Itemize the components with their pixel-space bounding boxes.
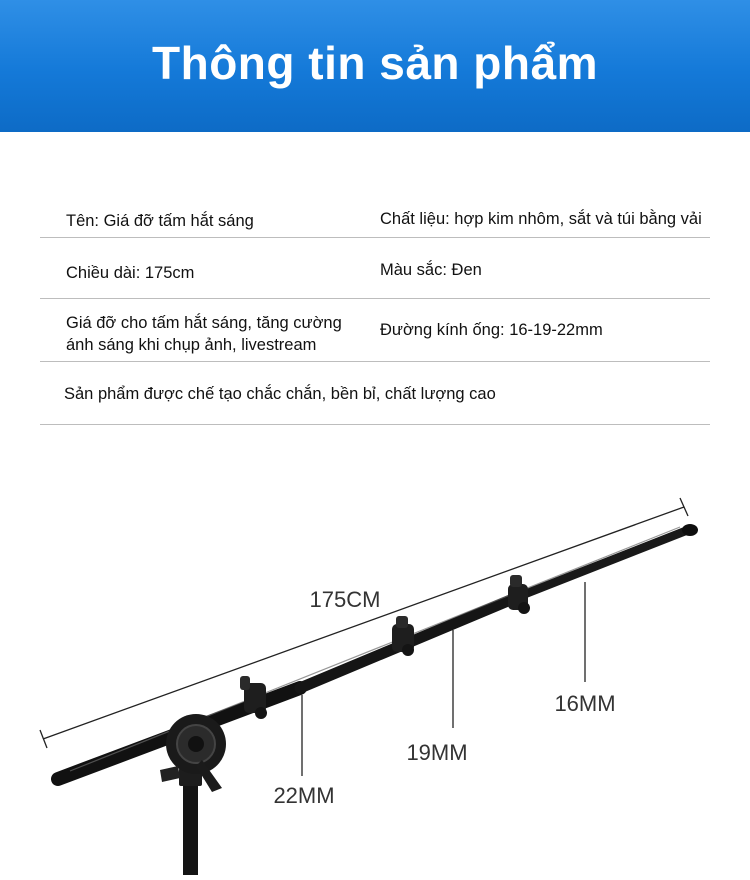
header-banner bbox=[0, 0, 750, 132]
spec-row bbox=[40, 238, 710, 299]
pole-tip-cap bbox=[682, 524, 698, 536]
stand-pole bbox=[183, 780, 198, 875]
spec-material: Chất liệu: hợp kim nhôm, sắt và túi bằng vải bbox=[380, 210, 702, 228]
spec-diameter: Đường kính ống: 16-19-22mm bbox=[380, 321, 603, 339]
dimension-tick-right bbox=[680, 498, 688, 516]
spec-name: Tên: Giá đỡ tấm hắt sáng bbox=[66, 212, 254, 230]
diameter-label-16mm: 16MM bbox=[554, 691, 616, 716]
diameter-label-22mm: 22MM bbox=[273, 783, 335, 808]
length-label: 175CM bbox=[309, 587, 381, 612]
spec-table bbox=[40, 190, 710, 425]
spec-row bbox=[40, 299, 710, 362]
dimension-tick-left bbox=[40, 730, 47, 748]
lock-knob-3 bbox=[508, 575, 530, 614]
boom-clamp-hub bbox=[188, 736, 204, 752]
boom-arm-drawing bbox=[0, 430, 750, 875]
spec-row bbox=[40, 190, 710, 238]
clamp-knob bbox=[160, 766, 180, 782]
page-title: Thông tin sản phẩm bbox=[152, 37, 598, 89]
lock-knob-2 bbox=[392, 616, 414, 656]
diameter-label-19mm: 19MM bbox=[406, 740, 468, 765]
spec-color: Màu sắc: Đen bbox=[380, 261, 482, 279]
spec-usage-line1: Giá đỡ cho tấm hắt sáng, tăng cường bbox=[66, 314, 342, 332]
pole-segment-16mm bbox=[520, 530, 688, 596]
pole-highlight bbox=[70, 527, 680, 771]
spec-length: Chiều dài: 175cm bbox=[66, 264, 195, 282]
spec-usage-line2: ánh sáng khi chụp ảnh, livestream bbox=[66, 336, 317, 354]
spec-row bbox=[40, 362, 710, 425]
spec-quality: Sản phẩm được chế tạo chắc chắn, bền bỉ, chất lượng cao bbox=[64, 385, 496, 403]
boom-arm-illustration bbox=[0, 430, 750, 875]
